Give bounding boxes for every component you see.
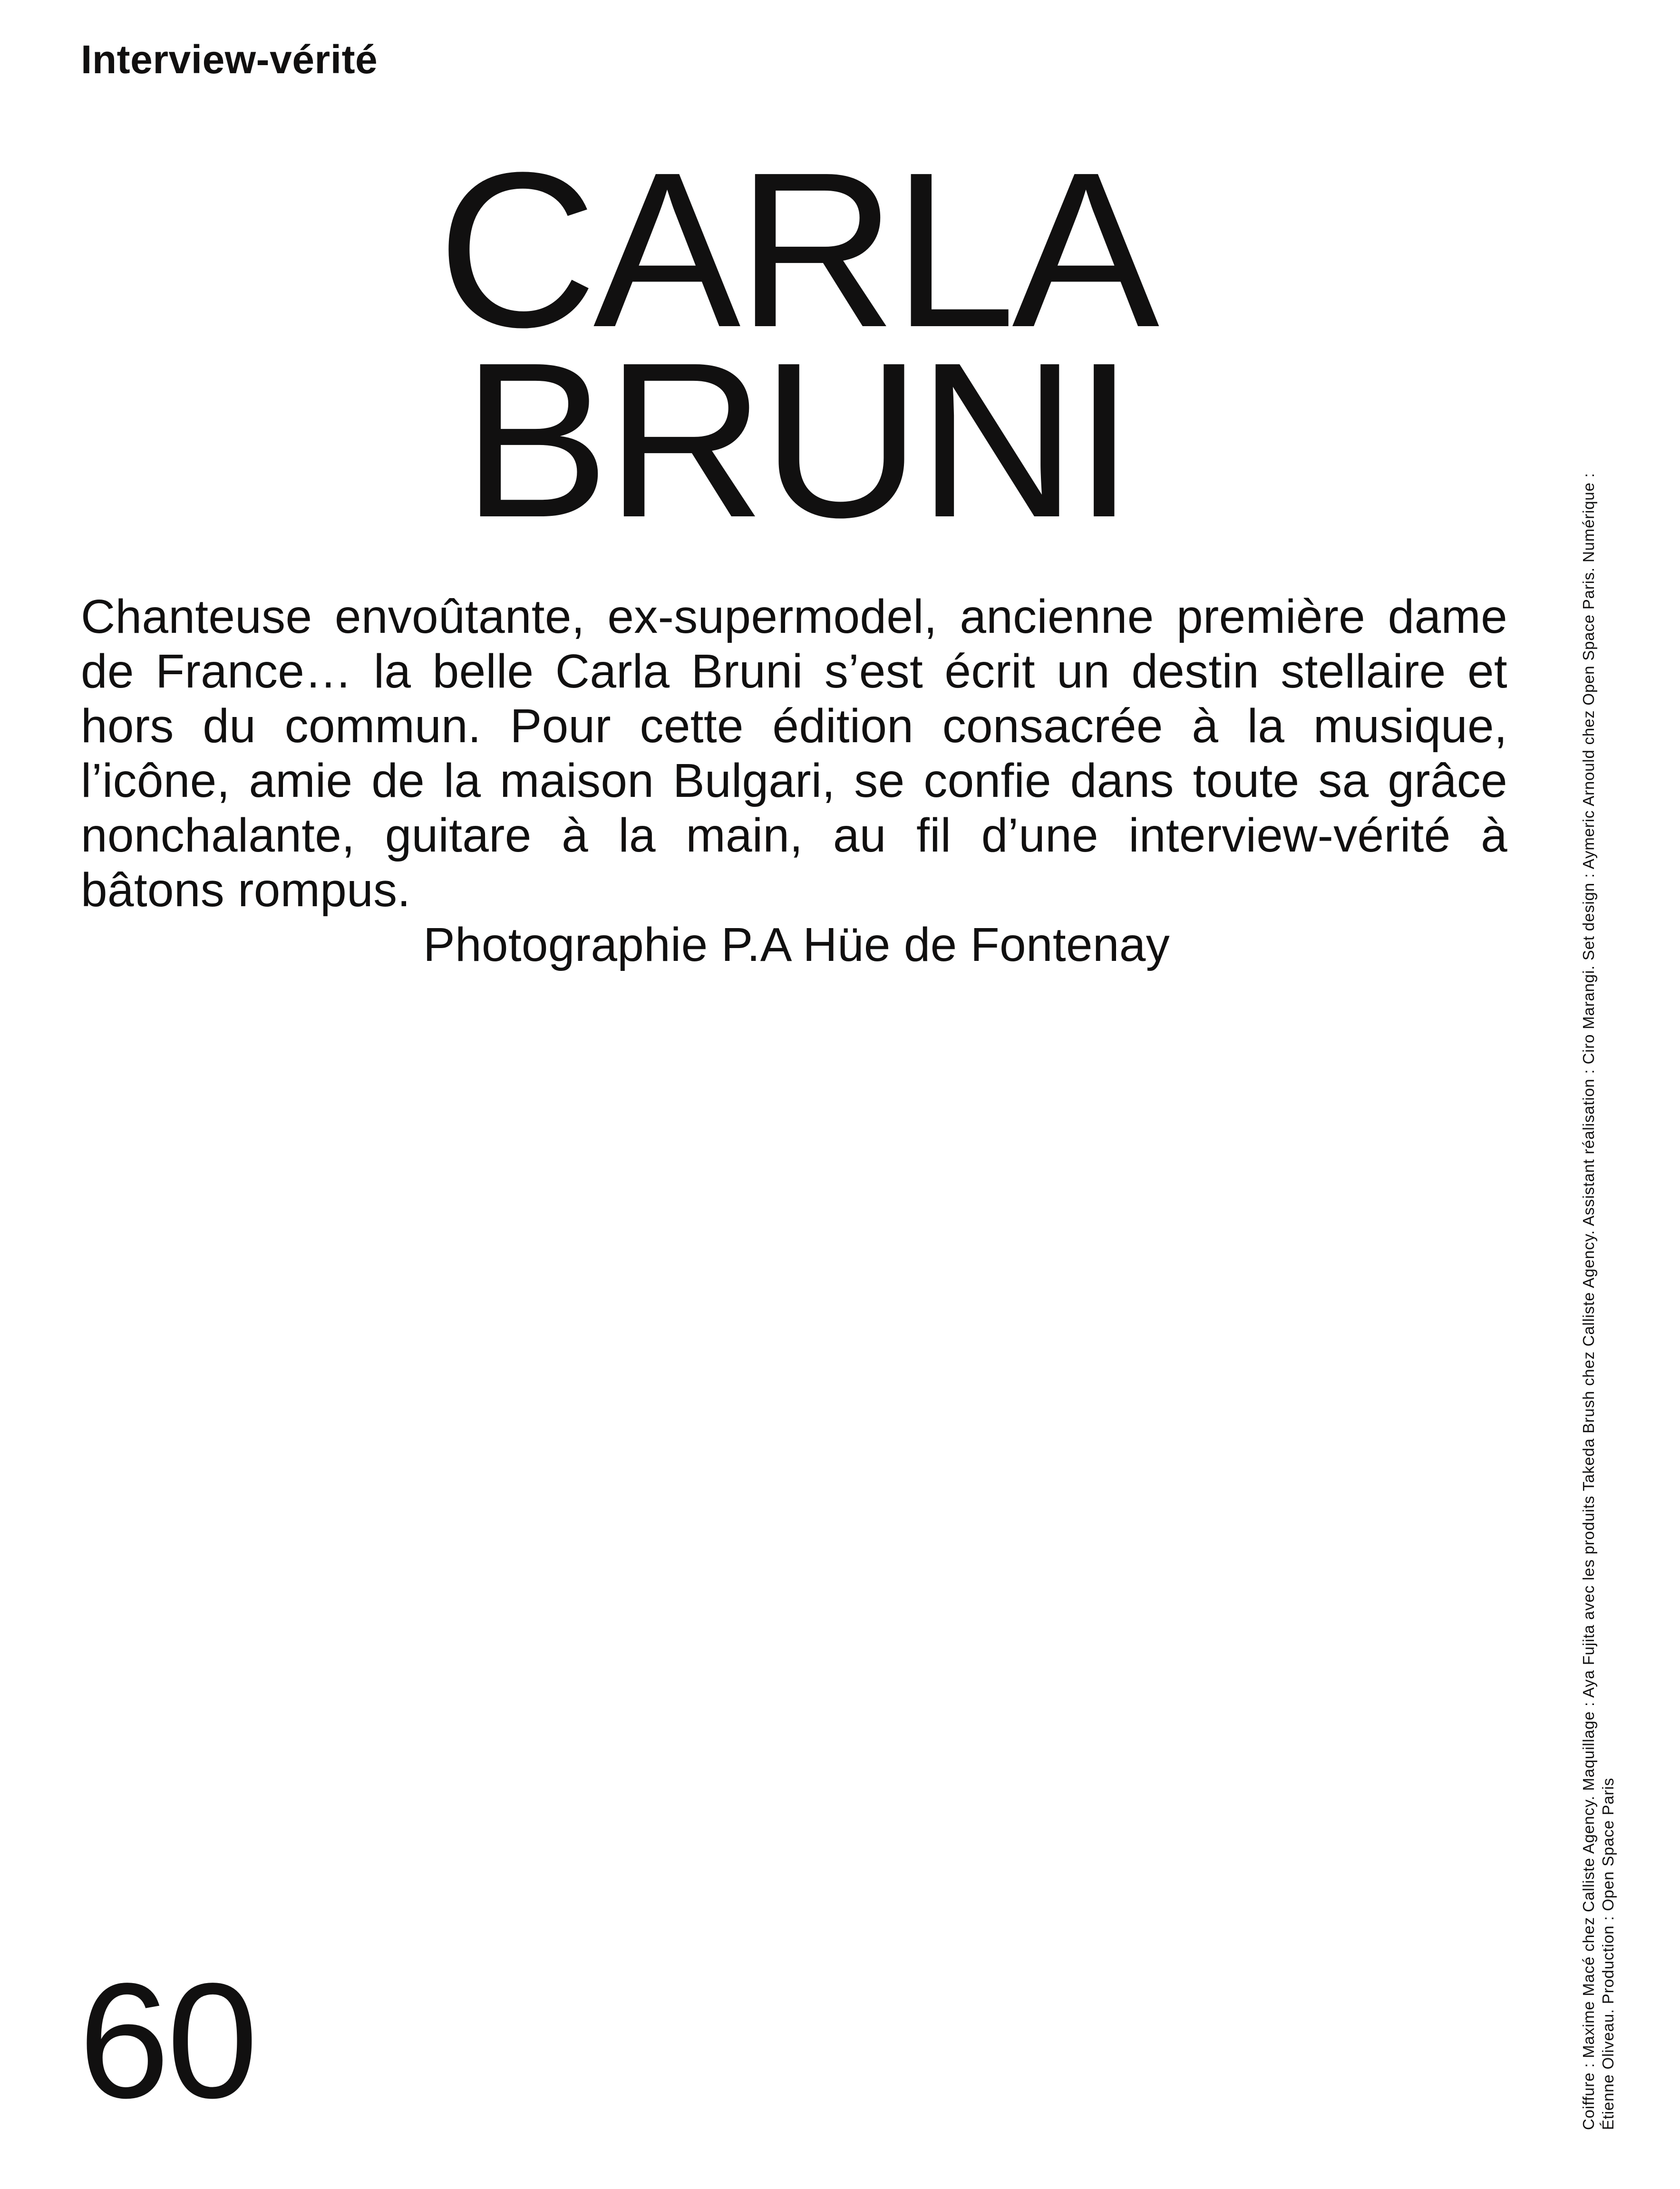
side-credits-line-2: Étienne Oliveau. Production : Open Space Paris xyxy=(1599,1777,1617,2130)
side-credits xyxy=(1579,276,1618,2130)
section-label: Interview-vérité xyxy=(81,37,378,82)
article-title xyxy=(0,126,1593,563)
side-credits-line-1: Coiffure : Maxime Macé chez Calliste Agency. Maquillage : Aya Fujita avec les produits Takeda Brush chez Calliste Agency. Assistant réalisation : Ciro Marangi. Set design : Aymeric Arnould chez Open Space Paris. Numérique : xyxy=(1580,473,1597,2130)
title-line-2: BRUNI xyxy=(462,316,1131,563)
title-line-1: CARLA xyxy=(437,126,1156,373)
photo-credit: Photographie P.A Hüe de Fontenay xyxy=(423,918,1170,971)
intro-paragraph: Chanteuse envoûtante, ex-supermodel, ancienne première dame de France… la belle Carla Bruni s’est écrit un destin stellaire et hors du commun. Pour cette édition consacrée à la musique, l’icône, amie de la maison Bulgari, se confie dans toute sa grâce nonchalante, guitare à la main, au fil d’une interview-vérité à bâtons rompus. xyxy=(81,590,1507,917)
page-number: 60 xyxy=(78,1949,255,2132)
